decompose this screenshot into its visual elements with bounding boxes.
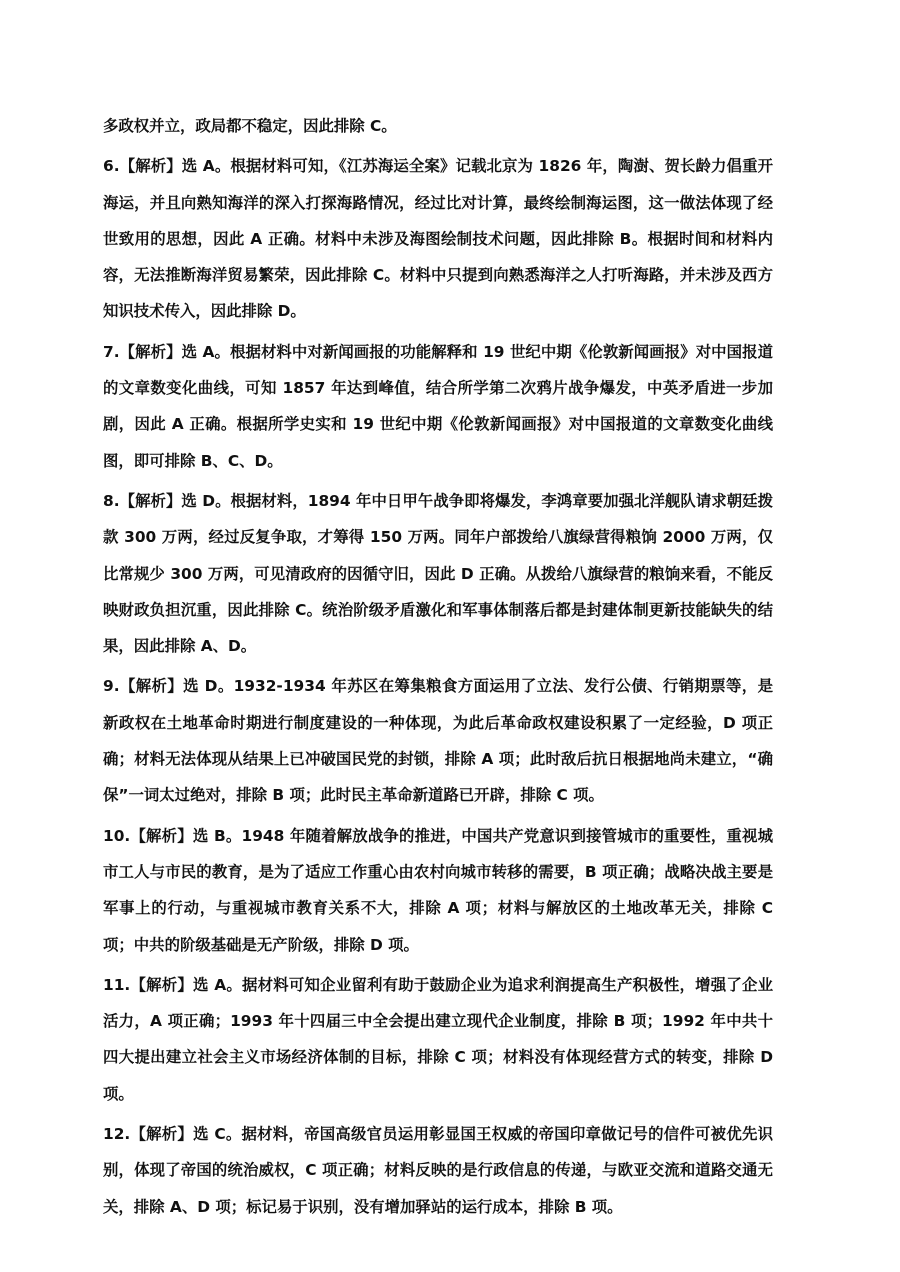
analysis-tag: 【解析】 bbox=[119, 677, 184, 696]
explanation-item-10 bbox=[103, 818, 773, 963]
question-number: 6. bbox=[103, 157, 120, 176]
paragraph-text: 选 D。1932-1934 年苏区在筹集粮食方面运用了立法、发行公债、行销期票等，是新政权在土地革命时期进行制度建设的一种体现，为此后革命政权建设积累了一定经验，D 项正确；材料无法体现从结果上已冲破国民党的封锁，排除 A 项；此时敌后抗日根据地尚未建立，“确保”一词太过绝对，排除 B 项；此时民主革命新道路已开辟，排除 C 项。 bbox=[103, 677, 773, 805]
question-number: 11. bbox=[103, 975, 131, 994]
paragraph-text: 选 A。根据材料可知，《江苏海运全案》记载北京为 1826 年，陶澍、贺长龄力倡重开海运，并且向熟知海洋的深入打探海路情况，经过比对计算，最终绘制海运图，这一做法体现了经世致用的思想，因此 A 正确。材料中未涉及海图绘制技术问题，因此排除 B。根据时间和材料内容，无法推断海洋贸易繁荣，因此排除 C。材料中只提到向熟悉海洋之人打听海路，并未涉及西方知识技术传入，因此排除 D。 bbox=[103, 157, 773, 321]
paragraph-text: 选 D。根据材料，1894 年中日甲午战争即将爆发，李鸿章要加强北洋舰队请求朝廷拨款 300 万两，经过反复争取，才筹得 150 万两。同年户部拨给八旗绿营得粮饷 2000 万两，仅比常规少 300 万两，可见清政府的因循守旧，因此 D 正确。从拨给八旗绿营的粮饷来看，不能反映财政负担沉重，因此排除 C。统治阶级矛盾激化和军事体制落后都是封建体制更新技能缺失的结果，因此排除 A、D。 bbox=[103, 491, 773, 656]
paragraph-text: 选 C。据材料，帝国高级官员运用彰显国王权威的帝国印章做记号的信件可被优先识别，体现了帝国的统治威权，C 项正确；材料反映的是行政信息的传递，与欧亚交流和道路交通无关，排除 A、D 项；标记易于识别，没有增加驿站的运行成本，排除 B 项。 bbox=[103, 1125, 773, 1216]
answer-explanations bbox=[103, 108, 773, 1225]
analysis-tag: 【解析】 bbox=[119, 491, 182, 510]
explanation-item-8 bbox=[103, 483, 773, 664]
paragraph-text: 选 B。1948 年随着解放战争的推进，中国共产党意识到接管城市的重要性，重视城市工人与市民的教育，是为了适应工作重心由农村向城市转移的需要，B 项正确；战略决战主要是军事上的行动，与重视城市教育关系不大，排除 A 项；材料与解放区的土地改革无关，排除 C 项；中共的阶级基础是无产阶级，排除 D 项。 bbox=[103, 826, 774, 954]
paragraph-text: 选 A。据材料可知企业留利有助于鼓励企业为追求利润提高生产积极性，增强了企业活力，A 项正确；1993 年十四届三中全会提出建立现代企业制度，排除 B 项；1992 年中共十四大提出建立社会主义市场经济体制的目标，排除 C 项；材料没有体现经营方式的转变，排除 D 项。 bbox=[103, 975, 773, 1103]
question-number: 8. bbox=[103, 491, 120, 510]
paragraph-text: 多政权并立，政局都不稳定，因此排除 C。 bbox=[103, 117, 397, 135]
paragraph-continuation bbox=[103, 108, 773, 144]
question-number: 10. bbox=[103, 826, 131, 845]
explanation-item-9 bbox=[103, 668, 773, 813]
explanation-item-11 bbox=[103, 967, 773, 1112]
analysis-tag: 【解析】 bbox=[130, 826, 193, 845]
explanation-item-6 bbox=[103, 148, 773, 329]
paragraph-text: 选 A。根据材料中对新闻画报的功能解释和 19 世纪中期《伦敦新闻画报》对中国报道的文章数变化曲线，可知 1857 年达到峰值，结合所学第二次鸦片战争爆发，中英矛盾进一步加剧，因此 A 正确。根据所学史实和 19 世纪中期《伦敦新闻画报》对中国报道的文章数变化曲线图，即可排除 B、C、D。 bbox=[103, 342, 773, 470]
analysis-tag: 【解析】 bbox=[130, 1125, 194, 1144]
analysis-tag: 【解析】 bbox=[130, 975, 193, 994]
question-number: 12. bbox=[103, 1125, 131, 1144]
analysis-tag: 【解析】 bbox=[119, 342, 182, 361]
explanation-item-7 bbox=[103, 334, 773, 479]
question-number: 9. bbox=[103, 677, 120, 696]
analysis-tag: 【解析】 bbox=[119, 157, 182, 176]
question-number: 7. bbox=[103, 342, 120, 361]
explanation-item-12 bbox=[103, 1116, 773, 1225]
